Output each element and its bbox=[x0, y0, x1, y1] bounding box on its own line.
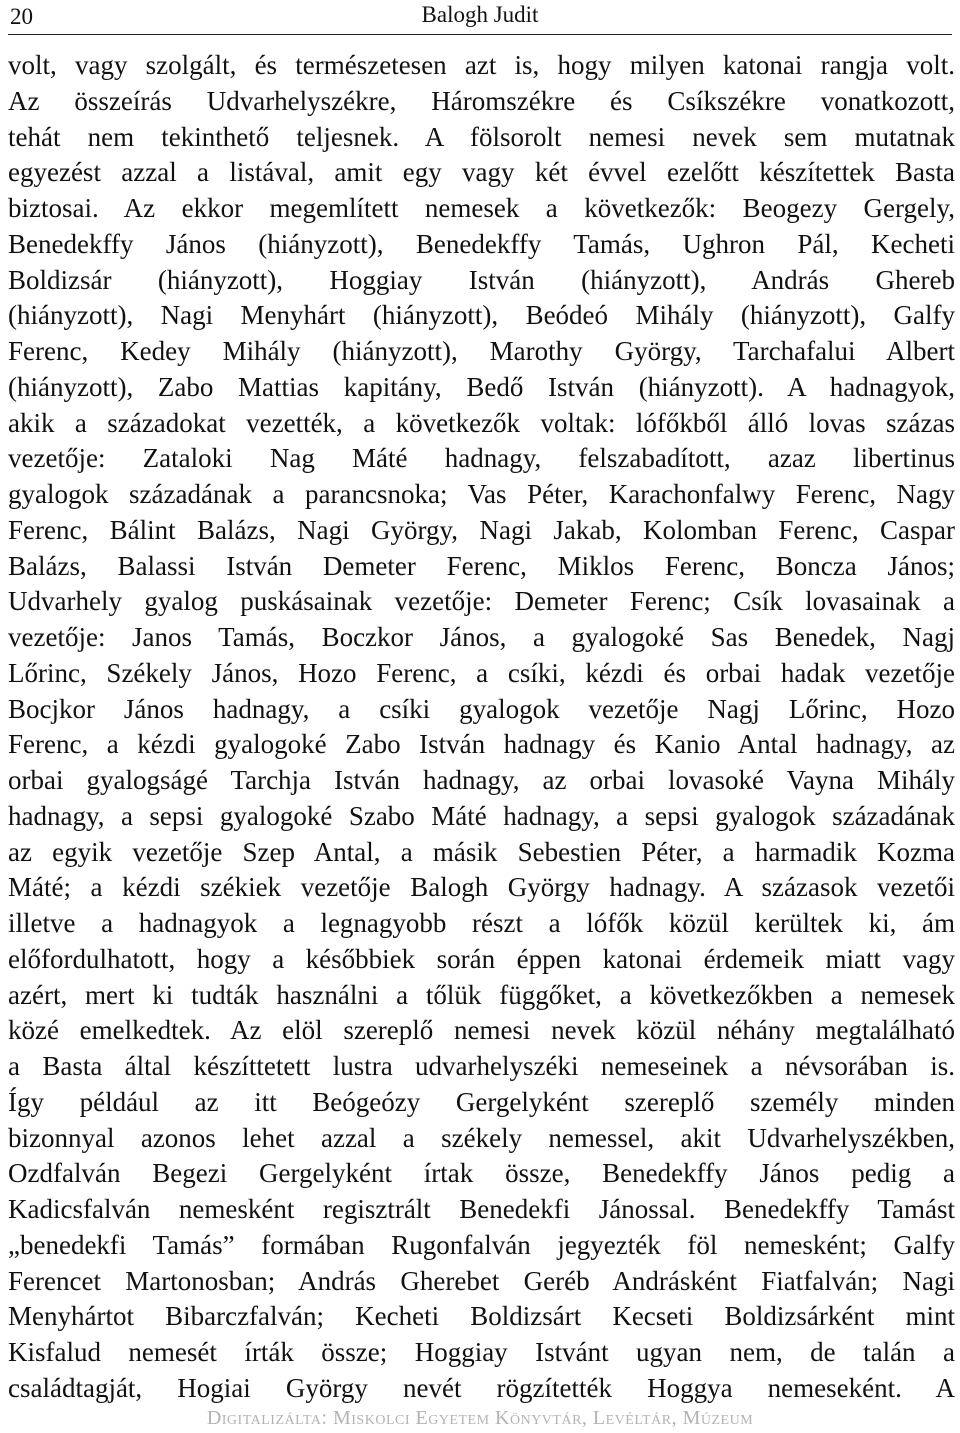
text-line: illetve a hadnagyok a legnagyobb részt a lófők közül kerültek ki, ám bbox=[8, 908, 955, 938]
text-line: gyalogok századának a parancsnoka; Vas Péter, Karachonfalwy Ferenc, Nagy bbox=[8, 479, 955, 509]
body-text bbox=[8, 48, 955, 1407]
text-line: biztosai. Az ekkor megemlített nemesek a következők: Beogezy Gergely, bbox=[8, 193, 955, 223]
text-line: Ferenc, a kézdi gyalogoké Zabo István hadnagy és Kanio Antal hadnagy, az bbox=[8, 729, 955, 760]
text-line: Kadicsfalván nemesként regisztrált Benedekfi Jánossal. Benedekffy Tamást bbox=[8, 1194, 955, 1224]
text-line: Udvarhely gyalog puskásainak vezetője: Demeter Ferenc; Csík lovasainak a bbox=[8, 586, 955, 617]
text-line: egyezést azzal a listával, amit egy vagy két évvel ezelőtt készítettek Basta bbox=[8, 157, 955, 188]
text-line: Ferencet Martonosban; András Gherebet Geréb Andrásként Fiatfalván; Nagi bbox=[8, 1265, 955, 1296]
text-line: Máté; a kézdi székiek vezetője Balogh György hadnagy. A százasok vezetői bbox=[8, 872, 955, 903]
text-line: a Basta által készíttetett lustra udvarhelyszéki nemeseinek a névsorában is. bbox=[8, 1051, 955, 1081]
text-line: tehát nem tekinthető teljesnek. A fölsorolt nemesi nevek sem mutatnak bbox=[8, 121, 955, 152]
text-line: közé emelkedtek. Az elöl szereplő nemesi nevek közül néhány megtalálható bbox=[8, 1015, 955, 1046]
text-line: Boldizsár (hiányzott), Hoggiay István (hiányzott), András Ghereb bbox=[8, 264, 955, 295]
text-line: „benedekfi Tamás” formában Rugonfalván jegyezték föl nemesként; Galfy bbox=[8, 1229, 955, 1260]
text-line: bizonnyal azonos lehet azzal a székely nemessel, akit Udvarhelyszékben, bbox=[8, 1122, 955, 1153]
page-header bbox=[8, 0, 952, 35]
text-line: Balázs, Balassi István Demeter Ferenc, Miklos Ferenc, Boncza János; bbox=[8, 550, 955, 581]
text-line: akik a századokat vezették, a következők voltak: lófőkből álló lovas százas bbox=[8, 407, 955, 438]
text-line: az egyik vezetője Szep Antal, a másik Sebestien Péter, a harmadik Kozma bbox=[8, 836, 955, 867]
text-line: vezetője: Zataloki Nag Máté hadnagy, felszabadított, azaz libertinus bbox=[8, 443, 955, 474]
text-line: azért, mert ki tudták használni a tőlük függőket, a következőkben a nemesek bbox=[8, 979, 955, 1010]
text-line: Menyhártot Bibarczfalván; Kecheti Boldizsárt Kecseti Boldizsárként mint bbox=[8, 1301, 955, 1332]
text-line: Ozdfalván Begezi Gergelyként írtak össze, Benedekffy János pedig a bbox=[8, 1158, 955, 1189]
text-line: Ferenc, Kedey Mihály (hiányzott), Marothy György, Tarchafalui Albert bbox=[8, 336, 955, 366]
text-line: Így például az itt Beógeózy Gergelyként szereplő személy minden bbox=[8, 1086, 955, 1117]
text-line: Kisfalud nemesét írták össze; Hoggiay Istvánt ugyan nem, de talán a bbox=[8, 1337, 955, 1367]
running-head-author: Balogh Judit bbox=[421, 2, 539, 27]
text-line: Bocjkor János hadnagy, a csíki gyalogok vezetője Nagj Lőrinc, Hozo bbox=[8, 693, 955, 724]
text-line: Benedekffy János (hiányzott), Benedekffy Tamás, Ughron Pál, Kecheti bbox=[8, 228, 955, 259]
text-line: (hiányzott), Nagi Menyhárt (hiányzott), Beódeó Mihály (hiányzott), Galfy bbox=[8, 300, 955, 331]
page-number: 20 bbox=[10, 4, 33, 29]
digitization-watermark: Digitalizálta: Miskolci Egyetem Könyvtár, Levéltár, Múzeum bbox=[206, 1407, 754, 1429]
text-line: családtagját, Hogiai György nevét rögzítették Hoggya nemeseként. A bbox=[8, 1372, 955, 1403]
text-line: vezetője: Janos Tamás, Boczkor János, a gyalogoké Sas Benedek, Nagj bbox=[8, 622, 955, 652]
text-line: Az összeírás Udvarhelyszékre, Háromszékre és Csíkszékre vonatkozott, bbox=[8, 85, 955, 116]
text-line: (hiányzott), Zabo Mattias kapitány, Bedő István (hiányzott). A hadnagyok, bbox=[8, 371, 955, 402]
text-line: hadnagy, a sepsi gyalogoké Szabo Máté hadnagy, a sepsi gyalogok századának bbox=[8, 800, 955, 831]
text-line: volt, vagy szolgált, és természetesen azt is, hogy milyen katonai rangja volt. bbox=[8, 50, 955, 80]
text-line: Lőrinc, Székely János, Hozo Ferenc, a csíki, kézdi és orbai hadak vezetője bbox=[8, 657, 955, 688]
text-line: orbai gyalogságé Tarchja István hadnagy, az orbai lovasoké Vayna Mihály bbox=[8, 765, 955, 795]
text-line: előfordulhatott, hogy a későbbiek során éppen katonai érdemeik miatt vagy bbox=[8, 943, 955, 974]
text-line: Ferenc, Bálint Balázs, Nagi György, Nagi Jakab, Kolomban Ferenc, Caspar bbox=[8, 514, 955, 545]
